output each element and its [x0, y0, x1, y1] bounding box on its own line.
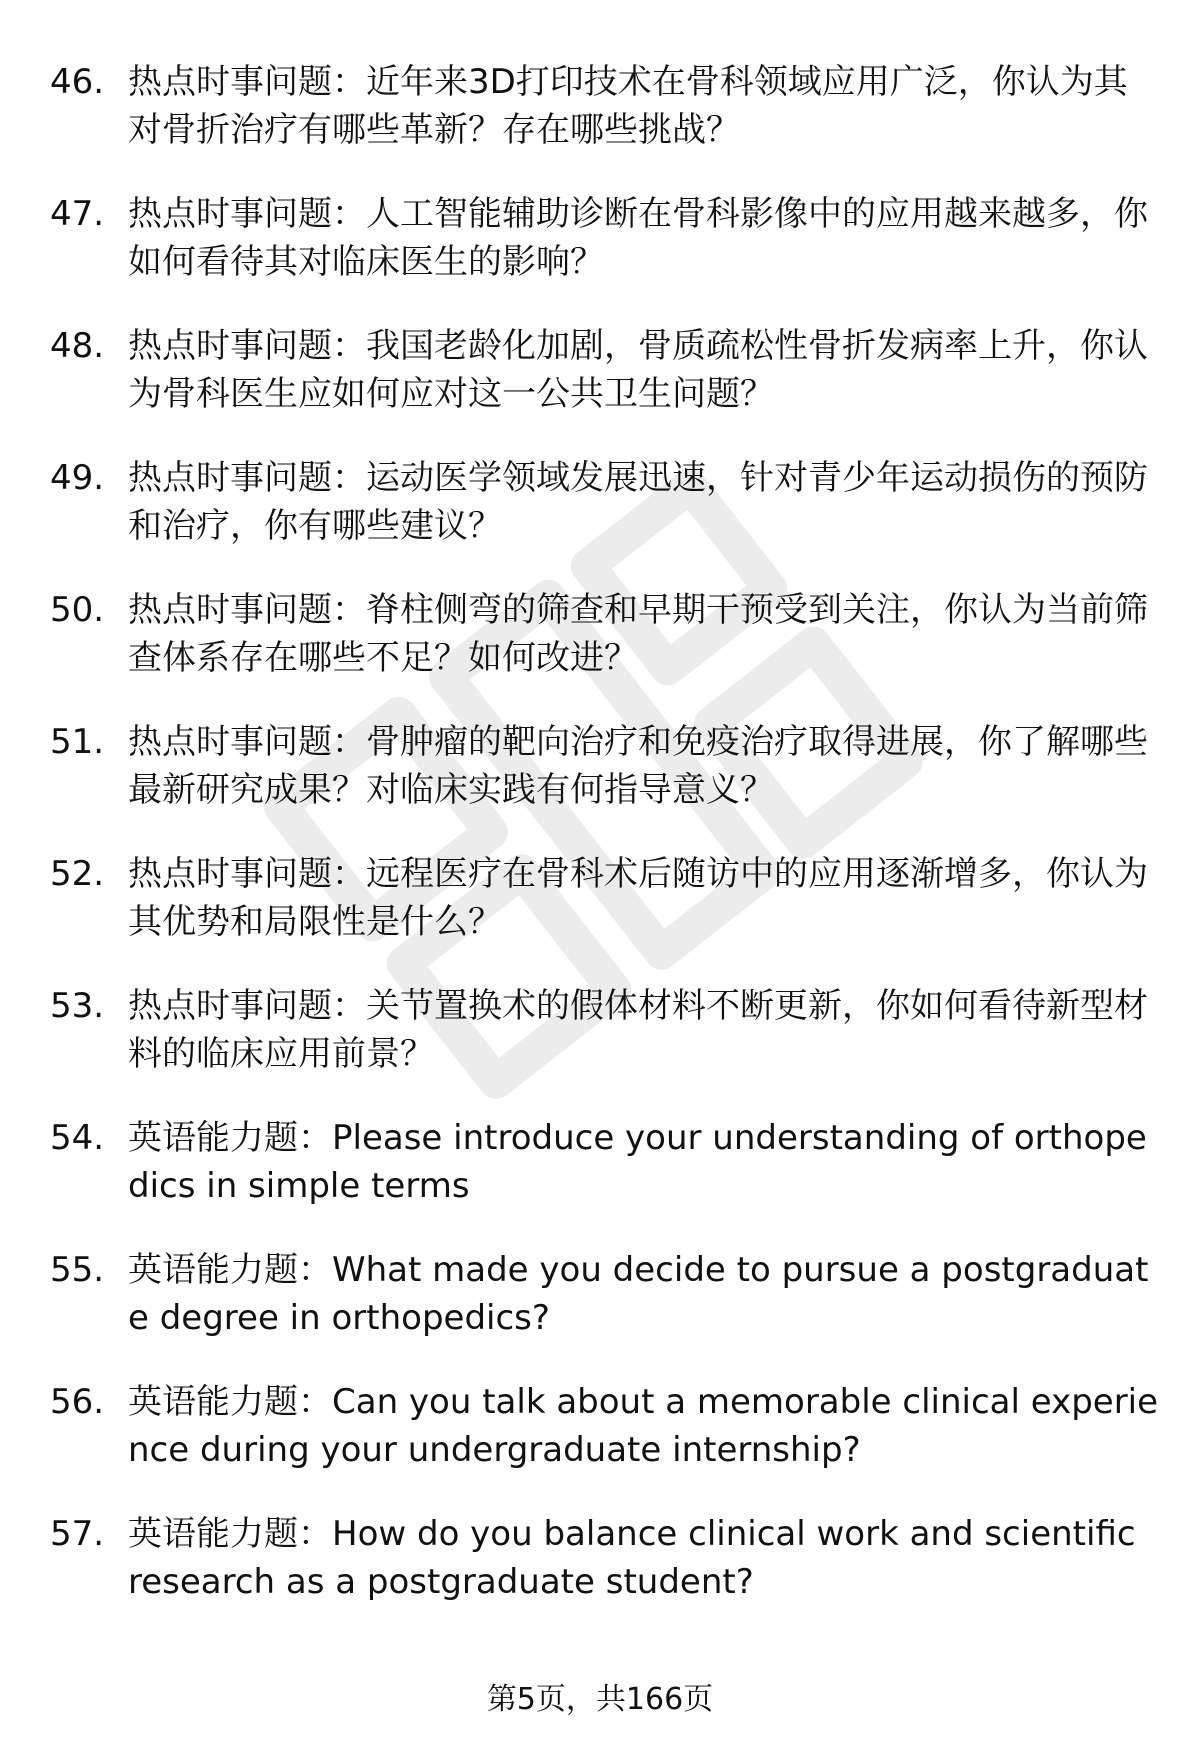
list-item	[50, 190, 1160, 322]
question-number: 57.	[50, 1514, 105, 1554]
question-text: 热点时事问题：骨肿瘤的靶向治疗和免疫治疗取得进展，你了解哪些最新研究成果？对临床实践有何指导意义？	[128, 722, 1148, 810]
list-item	[50, 1114, 1160, 1246]
question-text: 热点时事问题：脊柱侧弯的筛查和早期干预受到关注，你认为当前筛查体系存在哪些不足？如何改进？	[128, 590, 1148, 678]
page-number-label: 第5页，共166页	[486, 1682, 714, 1717]
question-number: 48.	[50, 326, 105, 366]
list-item	[50, 1246, 1160, 1378]
question-text: 英语能力题：How do you balance clinical work and scientific research as a postgraduate student?	[128, 1514, 1136, 1602]
list-item	[50, 322, 1160, 454]
question-text: 英语能力题：Can you talk about a memorable clinical experience during your undergraduate internship?	[128, 1382, 1159, 1470]
list-item	[50, 850, 1160, 982]
question-number: 46.	[50, 62, 105, 102]
list-item	[50, 1378, 1160, 1510]
list-item	[50, 718, 1160, 850]
question-number: 53.	[50, 986, 105, 1026]
list-item	[50, 454, 1160, 586]
question-number: 52.	[50, 854, 105, 894]
page-footer	[0, 1680, 1200, 1720]
question-number: 47.	[50, 194, 105, 234]
question-number: 50.	[50, 590, 105, 630]
list-item	[50, 58, 1160, 190]
question-text: 热点时事问题：近年来3D打印技术在骨科领域应用广泛，你认为其对骨折治疗有哪些革新？存在哪些挑战？	[128, 62, 1128, 150]
question-number: 55.	[50, 1250, 105, 1290]
question-list	[50, 58, 1160, 1642]
question-text: 热点时事问题：远程医疗在骨科术后随访中的应用逐渐增多，你认为其优势和局限性是什么？	[128, 854, 1148, 942]
list-item	[50, 982, 1160, 1114]
question-text: 热点时事问题：运动医学领域发展迅速，针对青少年运动损伤的预防和治疗，你有哪些建议？	[128, 458, 1148, 546]
question-text: 热点时事问题：关节置换术的假体材料不断更新，你如何看待新型材料的临床应用前景？	[128, 986, 1148, 1074]
question-text: 热点时事问题：我国老龄化加剧，骨质疏松性骨折发病率上升，你认为骨科医生应如何应对这一公共卫生问题？	[128, 326, 1148, 414]
question-text: 英语能力题：What made you decide to pursue a postgraduate degree in orthopedics?	[128, 1250, 1149, 1338]
question-number: 51.	[50, 722, 105, 762]
question-text: 英语能力题：Please introduce your understanding of orthopedics in simple terms	[128, 1118, 1147, 1206]
list-item	[50, 1510, 1160, 1642]
question-number: 56.	[50, 1382, 105, 1422]
list-item	[50, 586, 1160, 718]
question-text: 热点时事问题：人工智能辅助诊断在骨科影像中的应用越来越多，你如何看待其对临床医生的影响？	[128, 194, 1148, 282]
question-number: 54.	[50, 1118, 105, 1158]
question-number: 49.	[50, 458, 105, 498]
